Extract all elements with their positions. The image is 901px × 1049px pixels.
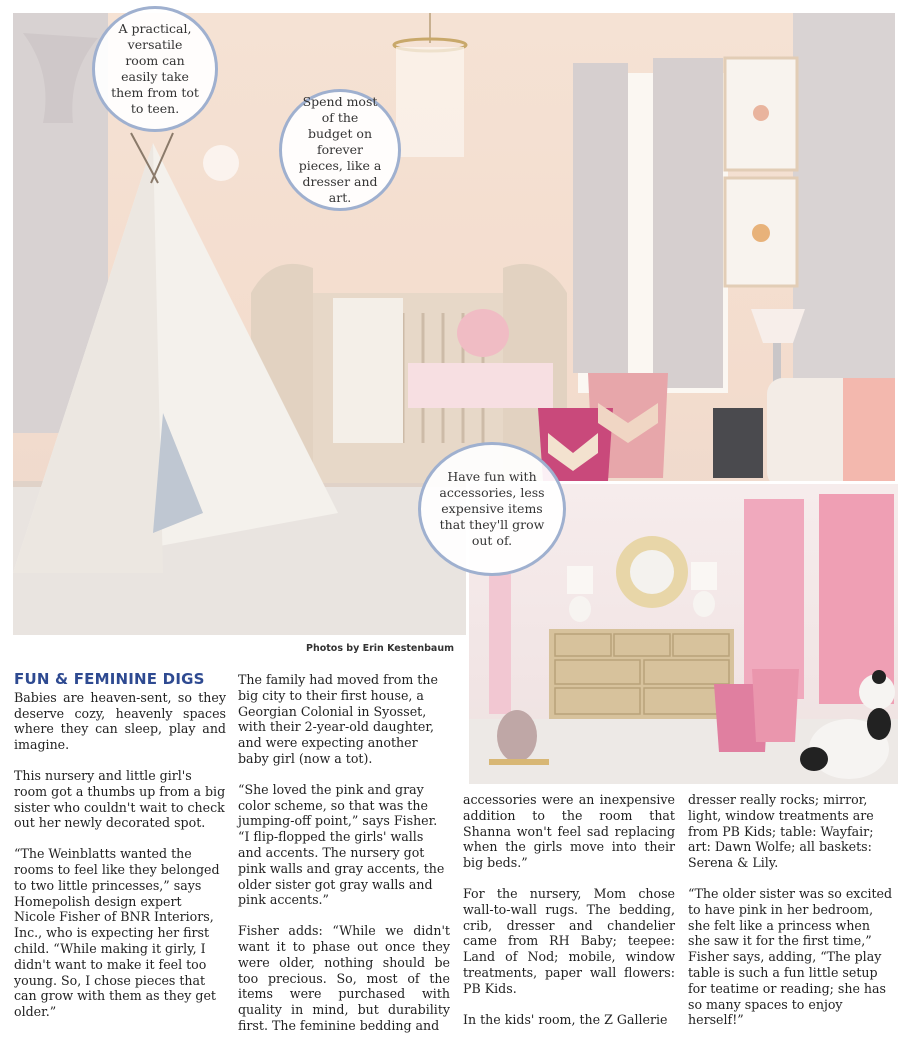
article-paragraph: In the kids' room, the Z Gallerie — [463, 1011, 668, 1027]
article-paragraph: Fisher adds: “While we didn't want it to phase out once they were older, nothing should be too precious. So, most of the items were purchased with quality in mind, but durability first. The feminine bedding and — [238, 923, 450, 1033]
callout-room-text: A practical, versatile room can easily take them from tot to teen. — [111, 21, 199, 116]
article-paragraph: “She loved the pink and gray color scheme, so that was the jumping-off point,” says Fisher. “I flip-flopped the girls' walls and accents. The nursery got pink walls and gray accents, the older sister got gray walls and pink accents.” — [238, 781, 445, 908]
callout-budget-text: Spend most of the budget on forever pieces, like a dresser and art. — [298, 94, 382, 205]
article-column-2 — [238, 672, 450, 1049]
article-paragraph: dresser really rocks; mirror, light, window treatments are from PB Kids; table: Wayfair; art: Dawn Wolfe; all baskets: Serena & Lily. — [688, 792, 874, 871]
article-paragraph: The family had moved from the big city to their first house, a Georgian Colonial in Syosset, with their 2-year-old daughter, and were expecting another baby girl (now a tot). — [238, 672, 438, 766]
article-paragraph: Babies are heaven-sent, so they deserve cozy, heavenly spaces where they can sleep, play and imagine. — [14, 689, 226, 753]
article-column-4 — [688, 792, 896, 1043]
article-headline: FUN & FEMININE DIGS — [14, 670, 205, 688]
article-paragraph: This nursery and little girl's room got a thumbs up from a big sister who couldn't wait to check out her newly decorated spot. — [14, 767, 226, 831]
photo-credit: Photos by Erin Kestenbaum — [306, 643, 454, 654]
callout-accessories — [418, 442, 566, 576]
article-column-3 — [463, 792, 675, 1042]
article-paragraph: “The Weinblatts wanted the rooms to feel like they belonged to two little princesses,” says Homepolish design expert Nicole Fisher of BNR Interiors, Inc., who is expecting her first child. “While making it girly, I didn't want to make it feel too young. So, I chose pieces that can grow with them as they get older.” — [14, 846, 220, 1020]
callout-budget — [279, 89, 401, 211]
article-paragraph: “The older sister was so excited to have pink in her bedroom, she felt like a princess when she saw it for the first time,” Fisher says, adding, “The play table is such a fun little setup for teatime or reading; she has so many spaces to enjoy herself!” — [688, 885, 893, 1028]
article-column-1 — [14, 672, 226, 1035]
article-paragraph: accessories were an inexpensive addition to the room that Shanna won't feel sad replacing when the girls move into their big beds.” — [463, 792, 675, 871]
callout-accessories-text: Have fun with accessories, less expensive items that they'll grow out of. — [439, 469, 545, 548]
article-paragraph: For the nursery, Mom chose wall-to-wall rugs. The bedding, crib, dresser and chandelier came from RH Baby; teepee: Land of Nod; mobile, window treatments, paper wall flowers: PB Kids. — [463, 885, 675, 996]
callout-room — [92, 6, 218, 132]
